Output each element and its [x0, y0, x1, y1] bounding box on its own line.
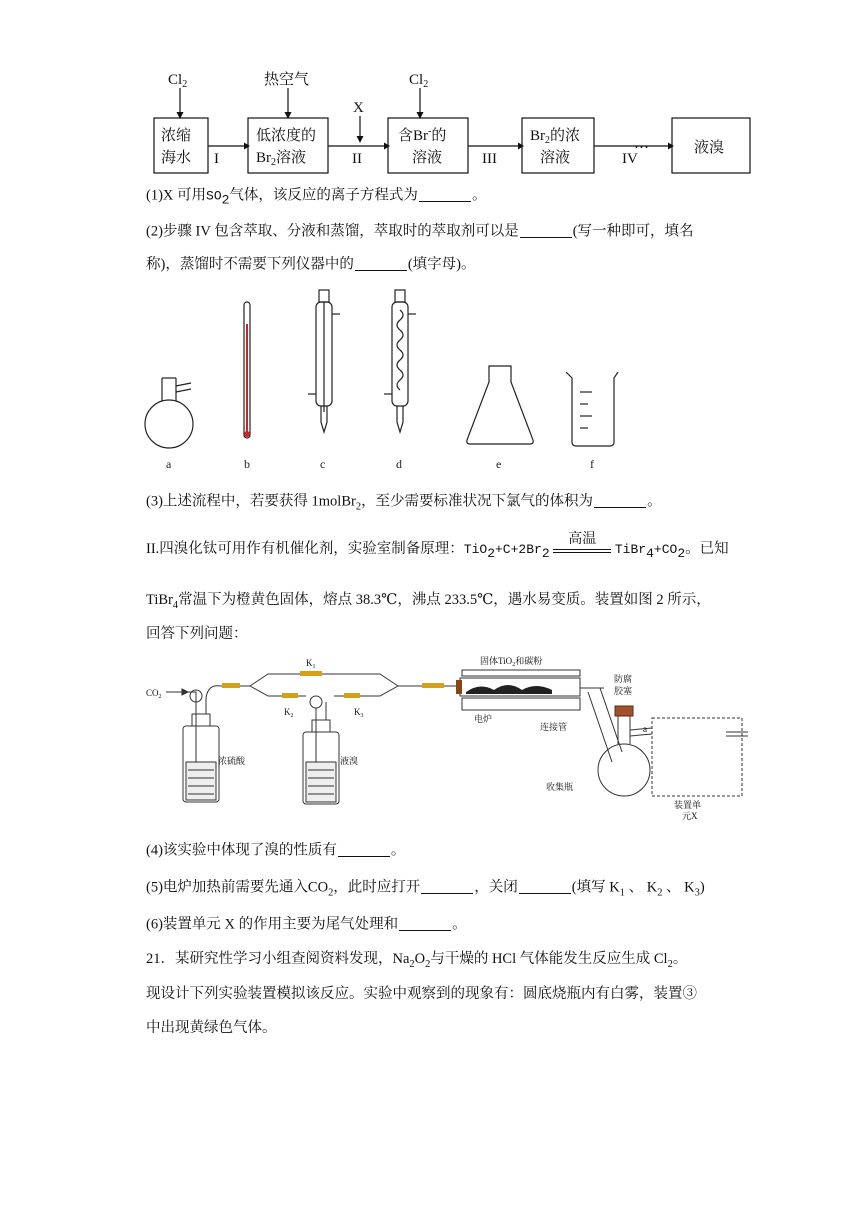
label-e: e	[496, 457, 502, 471]
thermometer-liquid	[246, 324, 248, 432]
step-ii: II	[352, 151, 362, 167]
q5-open-blank[interactable]	[421, 878, 473, 894]
coil-condenser-d	[384, 290, 416, 432]
x-label: X	[353, 100, 364, 116]
question-3: (3)上述流程中，若要获得 1molBr$_2$，至少需要标准状况下氯气的体积为 。	[146, 493, 662, 513]
step-iv-dots: …	[634, 136, 649, 152]
furnace-label: 电炉	[474, 714, 493, 724]
collector-flask	[598, 706, 652, 796]
question-5: (5)电炉加热前需要先通入$CO_2$，此时应打开 ，关闭 (填写 $K_1$ 、 $K_2$ 、 $K_3$)	[146, 879, 705, 899]
box-seawater-line1: 浓缩	[161, 128, 192, 144]
box-low-br2-line2: $Br_2$溶液	[256, 150, 307, 168]
conc-sulfuric-acid-label: 浓硫酸	[218, 756, 246, 766]
cl2-input-2: $Cl_2$	[409, 72, 429, 90]
stopper-label-2: 胶塞	[614, 686, 633, 696]
part2-principle: II.四溴化钛可用作有机催化剂，实验室制备原理：$TiO_2+C+2Br_2$ 高温 $TiBr_4+CO_2$。已知	[146, 531, 729, 561]
liquid-bromine-label: 液溴	[340, 756, 359, 766]
port-a-label: a	[643, 724, 647, 734]
straight-condenser-c	[308, 290, 340, 432]
cl2-input-1: $Cl_2$	[168, 72, 188, 90]
q6-answer-blank[interactable]	[399, 915, 451, 931]
label-f: f	[590, 457, 594, 471]
stopper-label-1: 防腐	[614, 674, 633, 684]
co2-inlet-label: $CO_2$	[146, 688, 162, 700]
label-c: c	[320, 457, 326, 471]
beaker-f	[566, 372, 618, 446]
device-unit-x	[652, 718, 742, 796]
part2-instruction: 回答下列问题：	[146, 626, 248, 642]
distillation-flask-a	[145, 378, 193, 448]
apparatus-figure	[0, 282, 860, 482]
box-seawater-line2: 海水	[161, 150, 192, 166]
part2-properties: TiBr$_4$常温下为橙黄色固体，熔点 38.3℃，沸点 233.5℃，遇水易变质。装置如图 2 所示，	[146, 592, 711, 611]
step-iii: III	[482, 151, 497, 167]
label-b: b	[244, 457, 250, 471]
question-21-line2: 现设计下列实验装置模拟该反应。实验中观察到的现象有：圆底烧瓶内有白雾，装置③	[146, 986, 697, 1002]
question-2-line1: (2)步骤 IV 包含萃取、分液和蒸馏，萃取时的萃取剂可以是 (写一种即可，填名	[146, 223, 694, 240]
k3-label: $K_3$	[354, 707, 364, 719]
box-low-br2-line1: 低浓度的	[256, 128, 317, 144]
collector-label: 收集瓶	[546, 782, 574, 792]
sulfuric-acid-bottle	[183, 686, 220, 802]
q3-answer-blank[interactable]	[594, 492, 646, 508]
label-a: a	[166, 457, 172, 471]
box-conc-br2-line1: $Br_2$的浓	[530, 128, 581, 146]
solid-label: 固体TiO$_2$和碳粉	[480, 656, 543, 668]
box-br-minus-line1: 含Br-的	[398, 126, 447, 144]
question-1: (1)X 可用$SO_2$气体，该反应的离子方程式为 。	[146, 187, 487, 208]
unit-x-label-1: 装置单	[674, 800, 702, 810]
box-conc-br2-line2: 溶液	[540, 150, 571, 166]
q2-instrument-blank[interactable]	[355, 255, 407, 271]
bromine-flow-diagram	[0, 60, 860, 240]
question-4: (4)该实验中体现了溴的性质有 。	[146, 842, 406, 859]
question-21-line3: 中出现黄绿色气体。	[146, 1020, 277, 1036]
step-i: I	[214, 151, 219, 167]
label-d: d	[396, 457, 402, 471]
question-2-line2: 称)，蒸馏时不需要下列仪器中的 (填字母)。	[146, 256, 476, 273]
liquid-bromine-bottle	[303, 696, 339, 804]
connector-label: 连接管	[540, 722, 568, 732]
q4-answer-blank[interactable]	[338, 841, 390, 857]
box-br-minus-line2: 溶液	[412, 150, 443, 166]
conical-flask-e	[467, 366, 533, 444]
q5-close-blank[interactable]	[519, 878, 571, 894]
k2-label: $K_2$	[284, 707, 294, 719]
high-temp-condition: 高温	[553, 547, 611, 553]
carbon-powder	[466, 685, 552, 694]
step-iv: IV	[622, 151, 638, 167]
box-liquid-bromine: 液溴	[694, 140, 725, 156]
q1-answer-blank[interactable]	[419, 186, 471, 202]
unit-x-label-2: 元X	[682, 811, 698, 821]
question-21-line1: 21．某研究性学习小组查阅资料发现，$Na_2O_2$与干燥的 HCl 气体能发生反应生成 $Cl_2$。	[146, 951, 688, 970]
k1-label: $K_1$	[306, 658, 316, 670]
question-6: (6)装置单元 X 的作用主要为尾气处理和 。	[146, 916, 467, 933]
q2-extractant-blank[interactable]	[520, 222, 572, 238]
hot-air-label: 热空气	[264, 72, 310, 88]
figure-2-apparatus	[0, 652, 860, 822]
